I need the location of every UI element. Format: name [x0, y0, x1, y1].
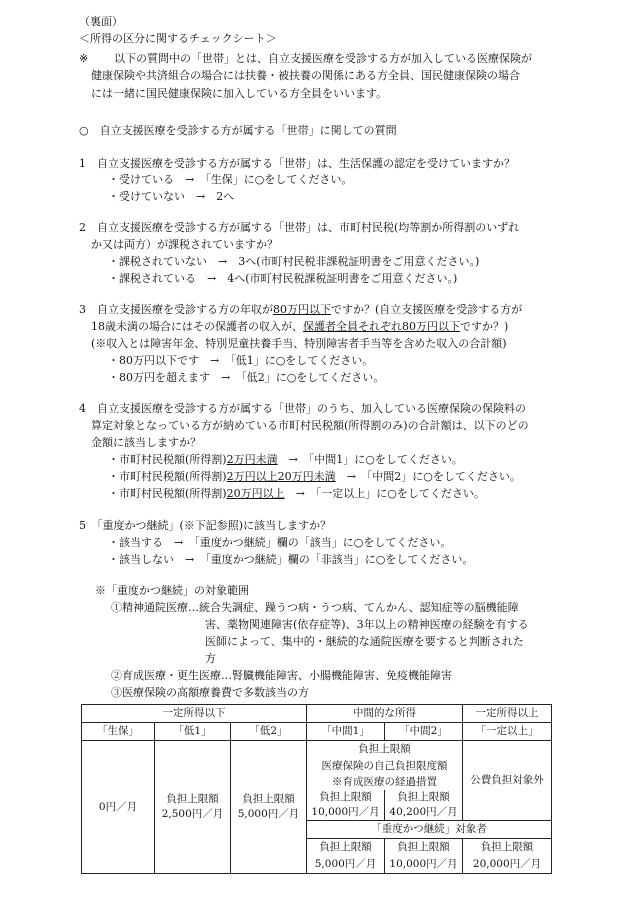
group-middle-income: 中間的な所得 [307, 705, 463, 723]
col-ittei: 「一定以上」 [463, 723, 552, 741]
transition-label: ※育成医療の経過措置 [332, 776, 438, 788]
tei1-cap-label: 負担上限額 [166, 793, 219, 805]
cell-chukan-transition [307, 775, 463, 821]
severe-ittei-value: 20,000円／月 [463, 856, 552, 874]
col-chukan2: 「中間2」 [385, 723, 463, 741]
cell-tei1 [155, 741, 231, 874]
scope-item-1-line-4: 方 [205, 652, 216, 665]
severe-chukan2-value: 10,000円／月 [385, 856, 463, 874]
scope-heading: ※「重度かつ継続」の対象範囲 [95, 584, 249, 597]
question-3-income-note: (※収入とは障害年金、特別児童扶養手当、特別障害者手当等を含めた収入の合計額) [91, 337, 507, 350]
page-side-label: （裏面） [79, 15, 123, 28]
question-2-option-2: ・課税されている → 4へ(市町村民税課税証明書をご用意ください。) [108, 272, 458, 285]
col-chukan1: 「中間1」 [307, 723, 385, 741]
col-tei1: 「低1」 [155, 723, 231, 741]
question-3-line-1-start: 3 自立支援医療を受診する方の年収が [79, 303, 273, 316]
tei2-cap-value: 5,000円／月 [237, 808, 300, 820]
question-3-line-1-end: ですか？(自立支援医療を受診する方が [331, 303, 523, 316]
question-2-line-1: 2 自立支援医療を受診する方が属する「世帯」は、市町村民税(均等割か所得割のいずれ [79, 221, 520, 234]
question-4-line-2: 算定対象となっている方が納めている市町村民税額(所得割のみ)の合計額は、以下のどの [91, 419, 529, 432]
question-5: 5 「重度かつ継続」(※下記参照)に該当しますか？ [79, 519, 332, 532]
transition-chukan2-value: 40,200円／月 [389, 806, 458, 818]
question-2-option-1: ・課税されていない → 3へ(市町村民税非課税証明書をご用意ください。) [108, 255, 480, 268]
question-4-option-2-amount: 2万円以上20万円未満 [226, 470, 336, 483]
question-4-line-1: 4 自立支援医療を受診する方が属する「世帯」のうち、加入している医療保険の保険料の [79, 402, 526, 415]
question-3-line-2-end: ですか？) [460, 320, 509, 333]
question-5-option-1: ・該当する → 「重度かつ継続」欄の「該当」に○をしてください。 [108, 536, 452, 549]
tei1-cap-value: 2,500円／月 [161, 808, 224, 820]
note-line-3: には一緒に国民健康保険に加入している方全員をいいます。 [91, 87, 388, 100]
group-low-income: 一定所得以下 [82, 705, 307, 723]
transition-values [307, 790, 462, 820]
transition-chukan1-label: 負担上限額 [319, 791, 372, 803]
income-category-table [81, 704, 552, 874]
col-seiho: 「生保」 [82, 723, 155, 741]
note-line-2: 健康保険や共済組合の場合には扶養・被扶養の関係にある方全員、国民健康保険の場合 [91, 69, 520, 82]
question-4-option-3-amount: 20万円以上 [226, 487, 285, 500]
table-header-row [82, 723, 552, 741]
question-3-line-1 [79, 302, 522, 318]
note-mark: ※ [79, 52, 89, 65]
question-3-guardian-underlined: 保護者全員それぞれ80万円以下 [303, 320, 460, 333]
severe-chukan2-label: 負担上限額 [385, 839, 463, 857]
scope-item-1-line-2: 害、薬物関連障害(依存症等)、3年以上の精神医療の経験を有する [205, 618, 529, 631]
cell-severe-label: 「重度かつ継続」対象者 [307, 821, 552, 839]
question-4-option-3-tail: → 「一定以上」に○をしてください。 [284, 487, 485, 500]
question-4-option-2-tail: → 「中間2」に○をしてください。 [335, 470, 521, 483]
severe-chukan1-value: 5,000円／月 [307, 856, 385, 874]
question-4-option-1 [108, 452, 463, 468]
table-row [82, 741, 552, 759]
question-4-option-3 [108, 486, 485, 502]
question-3-option-1: ・80万円以下です → 「低1」に○をしてください。 [108, 354, 374, 367]
question-1-option-2: ・受けていない → 2へ [108, 190, 235, 203]
question-4-option-2 [108, 469, 521, 485]
question-2-line-2: か又は両方）が課税されていますか？ [91, 238, 278, 251]
tei2-cap-label: 負担上限額 [242, 793, 295, 805]
question-4-line-3: 金額に該当しますか？ [91, 436, 201, 449]
page-title: ＜所得の区分に関するチェックシート＞ [79, 32, 277, 45]
transition-chukan2-label: 負担上限額 [397, 791, 450, 803]
question-4-option-1-prefix: ・市町村民税額(所得割) [108, 453, 227, 466]
question-3-limit-underlined: 80万円以下 [273, 303, 331, 316]
scope-item-2: ②育成医療・更生医療…腎臓機能障害、小腸機能障害、免疫機能障害 [111, 669, 452, 682]
question-4-option-1-tail: → 「中間1」に○をしてください。 [277, 453, 463, 466]
scope-item-3: ③医療保険の高額療養費で多数該当の方 [111, 686, 309, 699]
question-1: 1 自立支援医療を受診する方が属する「世帯」は、生活保護の認定を受けていますか？ [79, 157, 515, 170]
note-line-1: 以下の質問中の「世帯」とは、自立支援医療を受診する方が加入している医療保険が [114, 52, 532, 65]
transition-chukan2 [385, 790, 462, 820]
question-3-option-2: ・80万円を超えます → 「低2」に○をしてください。 [108, 371, 385, 384]
question-3-line-2 [91, 319, 508, 335]
question-4-option-2-prefix: ・市町村民税額(所得割) [108, 470, 227, 483]
cell-tei2 [231, 741, 307, 874]
group-high-income: 一定所得以上 [463, 705, 552, 723]
col-tei2: 「低2」 [231, 723, 307, 741]
cell-ittei-value: 公費負担対象外 [463, 741, 552, 821]
question-4-option-3-prefix: ・市町村民税額(所得割) [108, 487, 227, 500]
scope-item-1-line-3: 医師によって、集中的・継続的な通院医療を要すると判断された [205, 635, 524, 648]
cell-chukan-cap: 負担上限額 [307, 741, 463, 759]
transition-chukan1 [307, 790, 385, 820]
cell-seiho-value: 0円／月 [82, 741, 155, 874]
table-group-row [82, 705, 552, 723]
cell-chukan-cap-sub: 医療保険の自己負担限度額 [307, 758, 463, 775]
question-5-option-2: ・該当しない → 「重度かつ継続」欄の「非該当」に○をしてください。 [108, 553, 474, 566]
severe-chukan1-label: 負担上限額 [307, 839, 385, 857]
severe-ittei-label: 負担上限額 [463, 839, 552, 857]
question-1-option-1: ・受けている → 「生保」に○をしてください。 [108, 173, 353, 186]
question-4-option-1-amount: 2万円未満 [226, 453, 278, 466]
question-3-line-2-start: 18歳未満の場合にはその保護者の収入が、 [91, 320, 303, 333]
transition-chukan1-value: 10,000円／月 [311, 806, 380, 818]
section-heading: ○ 自立支援医療を受診する方が属する「世帯」に関しての質問 [79, 124, 397, 137]
scope-item-1-line-1: ①精神通院医療…統合失調症、躁うつ病・うつ病、てんかん、認知症等の脳機能障 [111, 601, 519, 614]
